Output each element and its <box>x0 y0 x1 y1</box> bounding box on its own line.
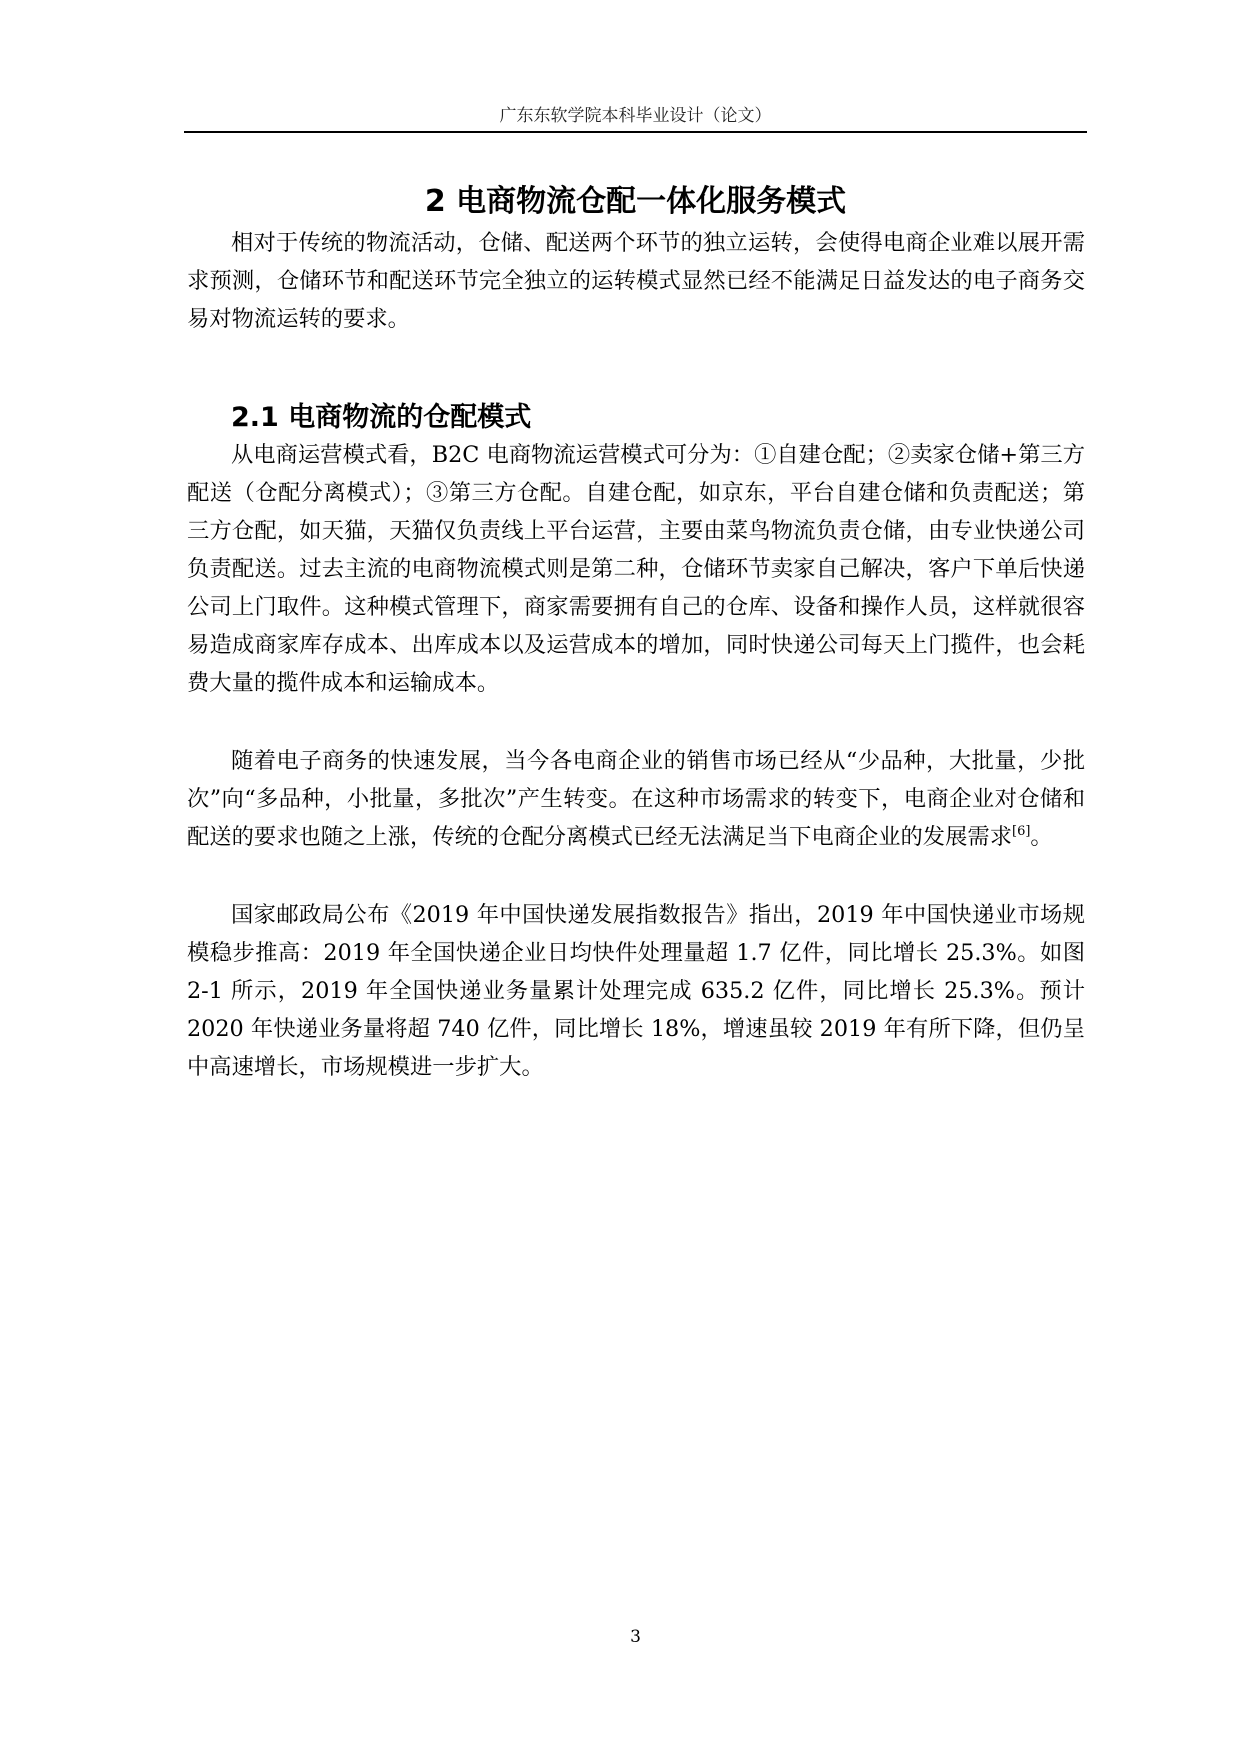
page-number: 3 <box>630 1627 641 1647</box>
citation-reference[interactable]: [6] <box>1012 824 1031 839</box>
paragraph-market-shift <box>187 742 1085 856</box>
paragraph-express-statistics: 国家邮政局公布《2019 年中国快递发展指数报告》指出，2019 年中国快递业市场规模稳步推高：2019 年全国快递企业日均快件处理量超 1.7 亿件，同比增长 25.3%。如图 2-1 所示，2019 年全国快递业务量累计处理完成 635.2 亿件，同比增长 25.3%。预计 2020 年快递业务量将超 740 亿件，同比增长 18%，增速虽较 2019 年有所下降，但仍呈中高速增长，市场规模进一步扩大。 <box>187 902 1085 1080</box>
paragraph-market-shift-text: 随着电子商务的快速发展，当今各电商企业的销售市场已经从“少品种，大批量，少批次”向“多品种，小批量，多批次”产生转变。在这种市场需求的转变下，电商企业对仓储和配送的要求也随之上涨，传统的仓配分离模式已经无法满足当下电商企业的发展需求 <box>187 748 1085 850</box>
paragraph-intro: 相对于传统的物流活动，仓储、配送两个环节的独立运转，会使得电商企业难以展开需求预测，仓储环节和配送环节完全独立的运转模式显然已经不能满足日益发达的电子商务交易对物流运转的要求。 <box>187 230 1085 332</box>
page-header: 广东东软学院本科毕业设计（论文） <box>499 106 772 126</box>
chapter-title: 2 电商物流仓配一体化服务模式 <box>424 184 847 219</box>
paragraph-warehouse-models: 从电商运营模式看，B2C 电商物流运营模式可分为：①自建仓配；②卖家仓储+第三方配送（仓配分离模式）；③第三方仓配。自建仓配，如京东，平台自建仓储和负责配送；第三方仓配，如天猫，天猫仅负责线上平台运营，主要由菜鸟物流负责仓储，由专业快递公司负责配送。过去主流的电商物流模式则是第二种，仓储环节卖家自己解决，客户下单后快递公司上门取件。这种模式管理下，商家需要拥有自己的仓库、设备和操作人员，这样就很容易造成商家库存成本、出库成本以及运营成本的增加，同时快递公司每天上门揽件，也会耗费大量的揽件成本和运输成本。 <box>187 442 1085 696</box>
header-divider <box>184 131 1087 133</box>
section-title: 2.1 电商物流的仓配模式 <box>231 402 532 433</box>
paragraph-market-shift-end: 。 <box>1030 824 1053 850</box>
